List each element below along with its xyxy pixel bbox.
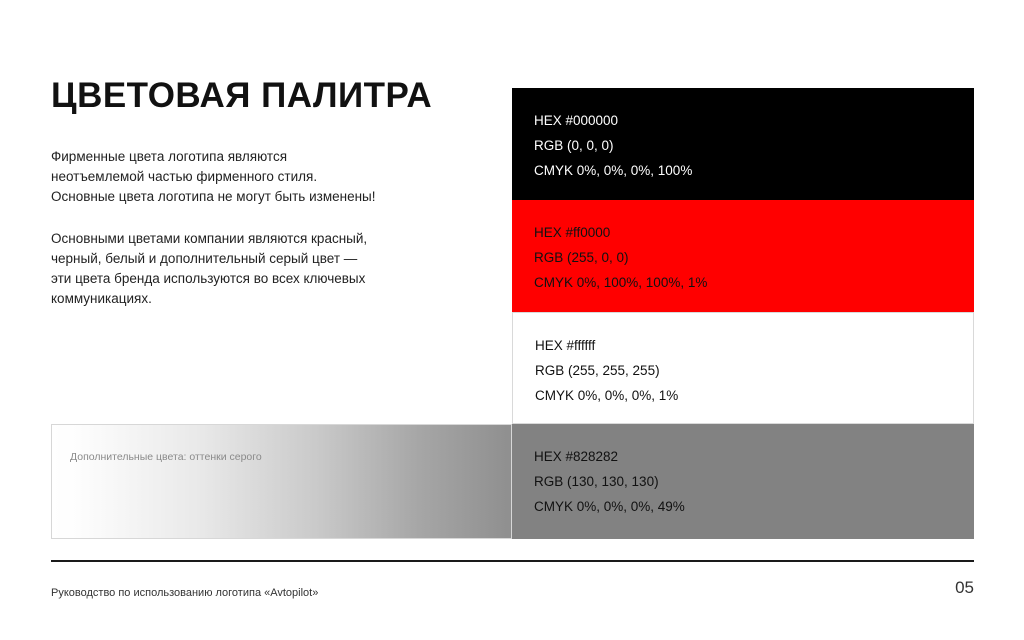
swatch-white-hex: HEX #ffffff xyxy=(535,338,596,353)
intro-paragraph-2: Основными цветами компании являются красный, черный, белый и дополнительный серый цвет — эти цвета бренда используются во всех ключевых коммуникациях. xyxy=(51,230,368,306)
swatch-red-rgb: RGB (255, 0, 0) xyxy=(534,250,629,265)
page-number: 05 xyxy=(955,578,974,597)
swatch-black-rgb: RGB (0, 0, 0) xyxy=(534,138,614,153)
color-swatch-list xyxy=(512,88,974,539)
intro-paragraph-1: Фирменные цвета логотипа являются неотъемлемой частью фирменного стиля. Основные цвета логотипа не могут быть изменены! xyxy=(51,148,376,204)
swatch-red-cmyk: CMYK 0%, 100%, 100%, 1% xyxy=(534,275,708,290)
swatch-gray-hex: HEX #828282 xyxy=(534,449,619,464)
swatch-white-cmyk: CMYK 0%, 0%, 0%, 1% xyxy=(535,388,679,403)
swatch-black-hex: HEX #000000 xyxy=(534,113,619,128)
footer-caption: Руководство по использованию логотипа «Avtopilot» xyxy=(51,587,319,599)
swatch-white xyxy=(512,312,974,424)
swatch-red-hex: HEX #ff0000 xyxy=(534,225,611,240)
swatch-gray-cmyk: CMYK 0%, 0%, 0%, 49% xyxy=(534,499,685,514)
swatch-gray-rgb: RGB (130, 130, 130) xyxy=(534,474,659,489)
gray-gradient-band xyxy=(51,424,512,539)
swatch-gray xyxy=(512,424,974,539)
gray-gradient-label: Дополнительные цвета: оттенки серого xyxy=(70,451,262,463)
swatch-black xyxy=(512,88,974,200)
swatch-red xyxy=(512,200,974,312)
swatch-white-rgb: RGB (255, 255, 255) xyxy=(535,363,660,378)
page-title: ЦВЕТОВАЯ ПАЛИТРА xyxy=(51,76,433,115)
footer-divider xyxy=(51,560,974,562)
left-column xyxy=(51,78,471,331)
swatch-black-cmyk: CMYK 0%, 0%, 0%, 100% xyxy=(534,163,693,178)
